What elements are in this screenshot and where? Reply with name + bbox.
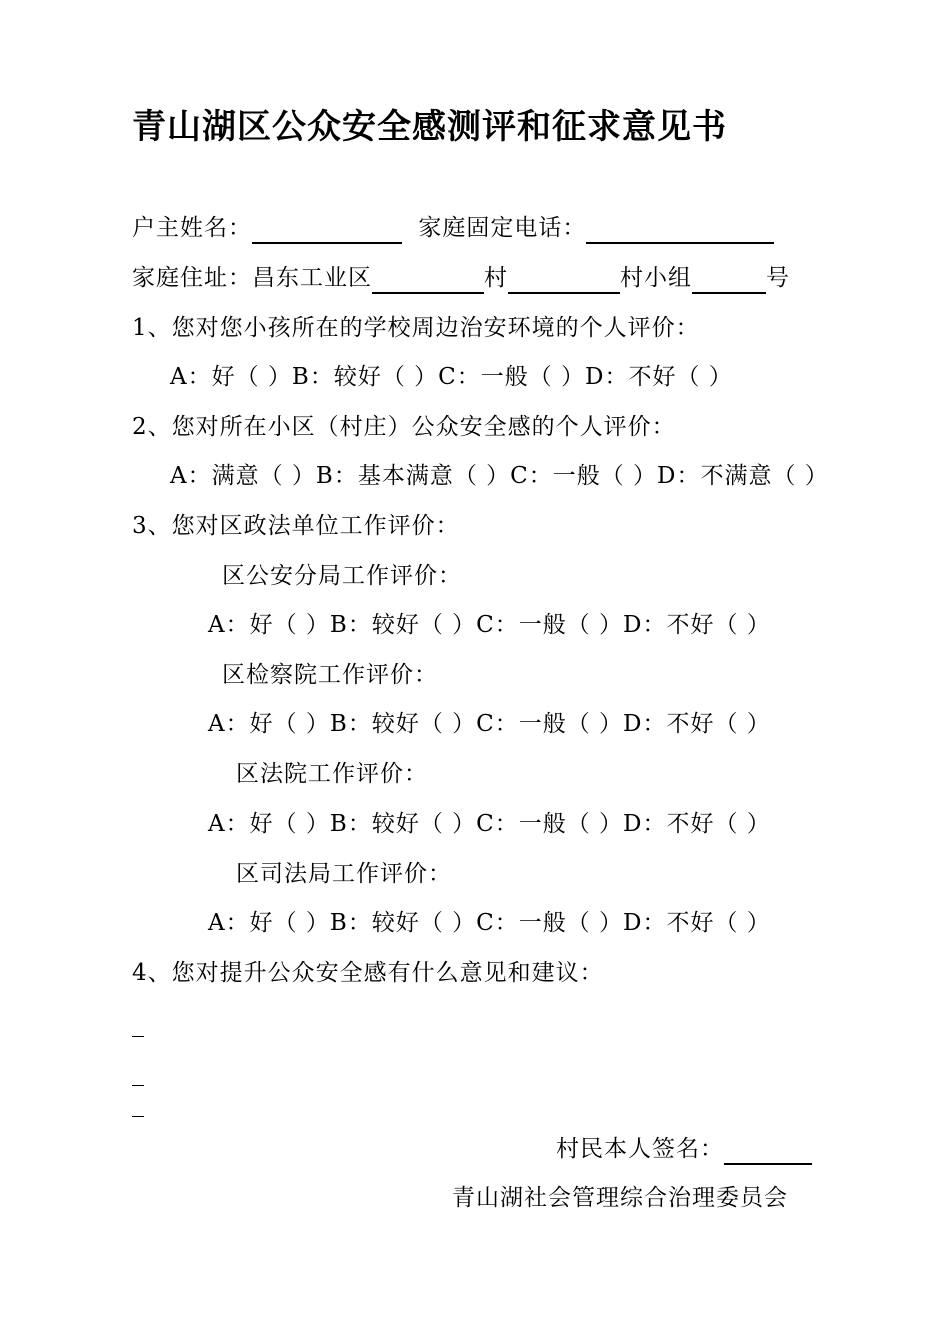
signature-field[interactable] — [724, 1139, 812, 1165]
justice-bureau-label: 区司法局工作评价： — [236, 861, 452, 887]
address-label: 家庭住址：昌东工业区 — [132, 265, 372, 291]
procuratorate-label: 区检察院工作评价： — [222, 662, 438, 688]
phone-field[interactable] — [586, 218, 774, 244]
answer-line-3[interactable] — [132, 1116, 144, 1117]
question-1: 1、您对您小孩所在的学校周边治安环境的个人评价： — [132, 315, 700, 341]
signature-label: 村民本人签名： — [556, 1136, 724, 1162]
household-name-field[interactable] — [252, 218, 402, 244]
village-field[interactable] — [372, 268, 484, 294]
police-label: 区公安分局工作评价： — [222, 563, 462, 589]
number-label: 号 — [766, 265, 790, 291]
group-label: 村小组 — [620, 265, 692, 291]
group-field[interactable] — [508, 268, 620, 294]
question-4: 4、您对提升公众安全感有什么意见和建议： — [132, 960, 604, 986]
question-1-options[interactable]: A：好（ ）B：较好（ ）C：一般（ ）D：不好（ ） — [170, 364, 733, 390]
answer-line-1[interactable] — [132, 1036, 144, 1037]
village-label: 村 — [484, 265, 508, 291]
household-name-row — [132, 212, 774, 244]
answer-line-2[interactable] — [132, 1085, 144, 1086]
signature-row — [556, 1133, 812, 1165]
procuratorate-options[interactable]: A：好（ ）B：较好（ ）C：一般（ ）D：不好（ ） — [208, 711, 771, 737]
organization-name: 青山湖社会管理综合治理委员会 — [452, 1185, 788, 1211]
court-label: 区法院工作评价： — [236, 761, 428, 787]
question-2-options[interactable]: A：满意（ ）B：基本满意（ ）C：一般（ ）D：不满意（ ） — [170, 463, 829, 489]
phone-label: 家庭固定电话： — [418, 215, 587, 241]
justice-bureau-options[interactable]: A：好（ ）B：较好（ ）C：一般（ ）D：不好（ ） — [208, 910, 771, 936]
address-row — [132, 262, 790, 294]
household-name-label: 户主姓名： — [132, 215, 252, 241]
court-options[interactable]: A：好（ ）B：较好（ ）C：一般（ ）D：不好（ ） — [208, 811, 771, 837]
police-options[interactable]: A：好（ ）B：较好（ ）C：一般（ ）D：不好（ ） — [208, 612, 771, 638]
question-2: 2、您对所在小区（村庄）公众安全感的个人评价： — [132, 414, 676, 440]
number-field[interactable] — [692, 268, 766, 294]
question-3: 3、您对区政法单位工作评价： — [132, 513, 460, 539]
page-title: 青山湖区公众安全感测评和征求意见书 — [132, 107, 727, 147]
